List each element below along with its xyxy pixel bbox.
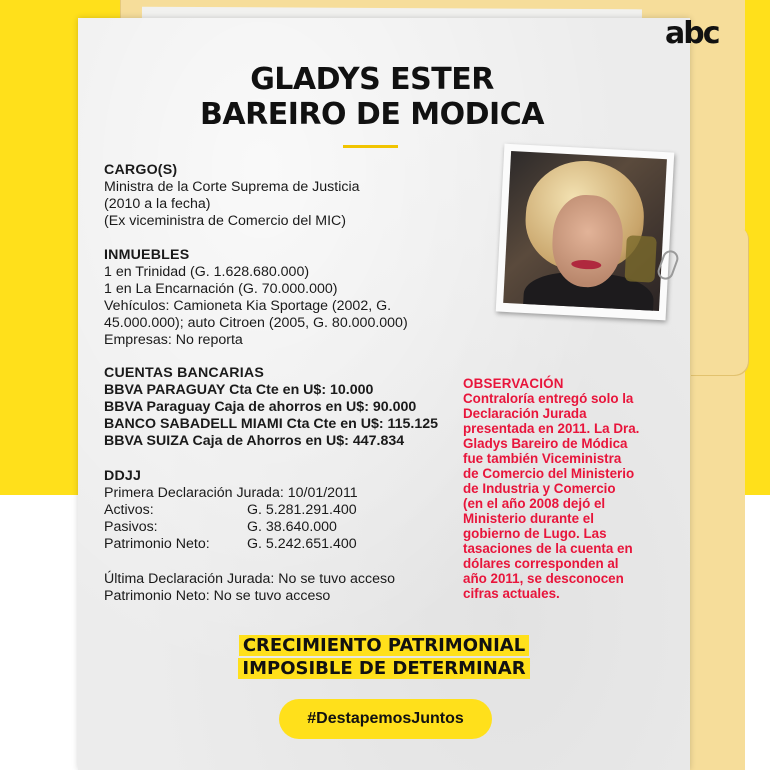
ddjj-row-value: G. 5.242.651.400 [247, 536, 357, 552]
ddjj-row-label: Patrimonio Neto: [104, 536, 210, 552]
ddjj-section [104, 468, 358, 553]
observacion-line: Gladys Bareiro de Módica [463, 436, 628, 451]
observacion-line: año 2011, se desconocen [463, 571, 624, 586]
observacion-section [463, 376, 663, 601]
cuentas-heading: CUENTAS BANCARIAS [104, 365, 264, 381]
cuentas-line: BANCO SABADELL MIAMI Cta Cte en U$: 115.125 [104, 416, 439, 432]
ddjj-patrimonio-ultima: Patrimonio Neto: No se tuvo acceso [104, 588, 331, 604]
inmuebles-section [104, 247, 408, 349]
observacion-line: dólares corresponden al [463, 556, 619, 571]
abc-logo: abc [665, 16, 719, 51]
page-title [78, 62, 666, 132]
cargos-heading: CARGO(S) [104, 162, 178, 178]
observacion-line: cifras actuales. [463, 586, 560, 601]
cargos-line: (Ex viceministra de Comercio del MIC) [104, 213, 347, 229]
observacion-heading: OBSERVACIÓN [463, 376, 564, 391]
observacion-line: gobierno de Lugo. Las [463, 526, 607, 541]
ddjj-row-value: G. 5.281.291.400 [247, 502, 357, 518]
observacion-line: Declaración Jurada [463, 406, 587, 421]
cargos-line: (2010 a la fecha) [104, 196, 211, 212]
ddjj-row [104, 536, 358, 553]
ddjj-heading: DDJJ [104, 468, 142, 484]
ddjj-ultima-section [104, 571, 395, 605]
banner-line-2: IMPOSIBLE DE DETERMINAR [238, 658, 529, 679]
hashtag-pill: #DestapemosJuntos [279, 699, 492, 739]
observacion-line: fue también Viceministra [463, 451, 622, 466]
title-line-1: GLADYS ESTER [250, 62, 494, 97]
title-line-2: BAREIRO DE MODICA [200, 97, 544, 132]
portrait-pin [624, 235, 656, 283]
cuentas-section [104, 365, 438, 450]
conclusion-banner [78, 634, 690, 680]
observacion-line: de Comercio del Ministerio [463, 466, 635, 481]
inmuebles-line: Empresas: No reporta [104, 332, 243, 348]
observacion-line: de Industria y Comercio [463, 481, 616, 496]
title-divider [343, 145, 398, 148]
inmuebles-line: 1 en Trinidad (G. 1.628.680.000) [104, 264, 310, 280]
cuentas-line: BBVA Paraguay Caja de ahorros en U$: 90.000 [104, 399, 417, 415]
cuentas-line: BBVA PARAGUAY Cta Cte en U$: 10.000 [104, 382, 374, 398]
observacion-line: Ministerio durante el [463, 511, 594, 526]
observacion-line: Contraloría entregó solo la [463, 391, 634, 406]
ddjj-row [104, 519, 358, 536]
folder-tab [690, 225, 748, 375]
portrait-photo [496, 144, 675, 321]
cuentas-line: BBVA SUIZA Caja de Ahorros en U$: 447.834 [104, 433, 405, 449]
ddjj-row-value: G. 38.640.000 [247, 519, 337, 535]
cargos-section [104, 162, 360, 230]
portrait-image [503, 151, 667, 311]
observacion-line: (en el año 2008 dejó el [463, 496, 606, 511]
observacion-line: tasaciones de la cuenta en [463, 541, 633, 556]
inmuebles-line: 45.000.000); auto Citroen (2005, G. 80.000.000) [104, 315, 408, 331]
ddjj-ultima: Última Declaración Jurada: No se tuvo acceso [104, 571, 395, 587]
inmuebles-line: 1 en La Encarnación (G. 70.000.000) [104, 281, 338, 297]
ddjj-row [104, 502, 358, 519]
cargos-line: Ministra de la Corte Suprema de Justicia [104, 179, 360, 195]
banner-line-1: CRECIMIENTO PATRIMONIAL [239, 635, 529, 656]
ddjj-row-label: Activos: [104, 502, 154, 518]
observacion-line: presentada en 2011. La Dra. [463, 421, 640, 436]
ddjj-row-label: Pasivos: [104, 519, 158, 535]
ddjj-primera: Primera Declaración Jurada: 10/01/2011 [104, 485, 358, 501]
inmuebles-heading: INMUEBLES [104, 247, 190, 263]
inmuebles-line: Vehículos: Camioneta Kia Sportage (2002, G. [104, 298, 392, 314]
